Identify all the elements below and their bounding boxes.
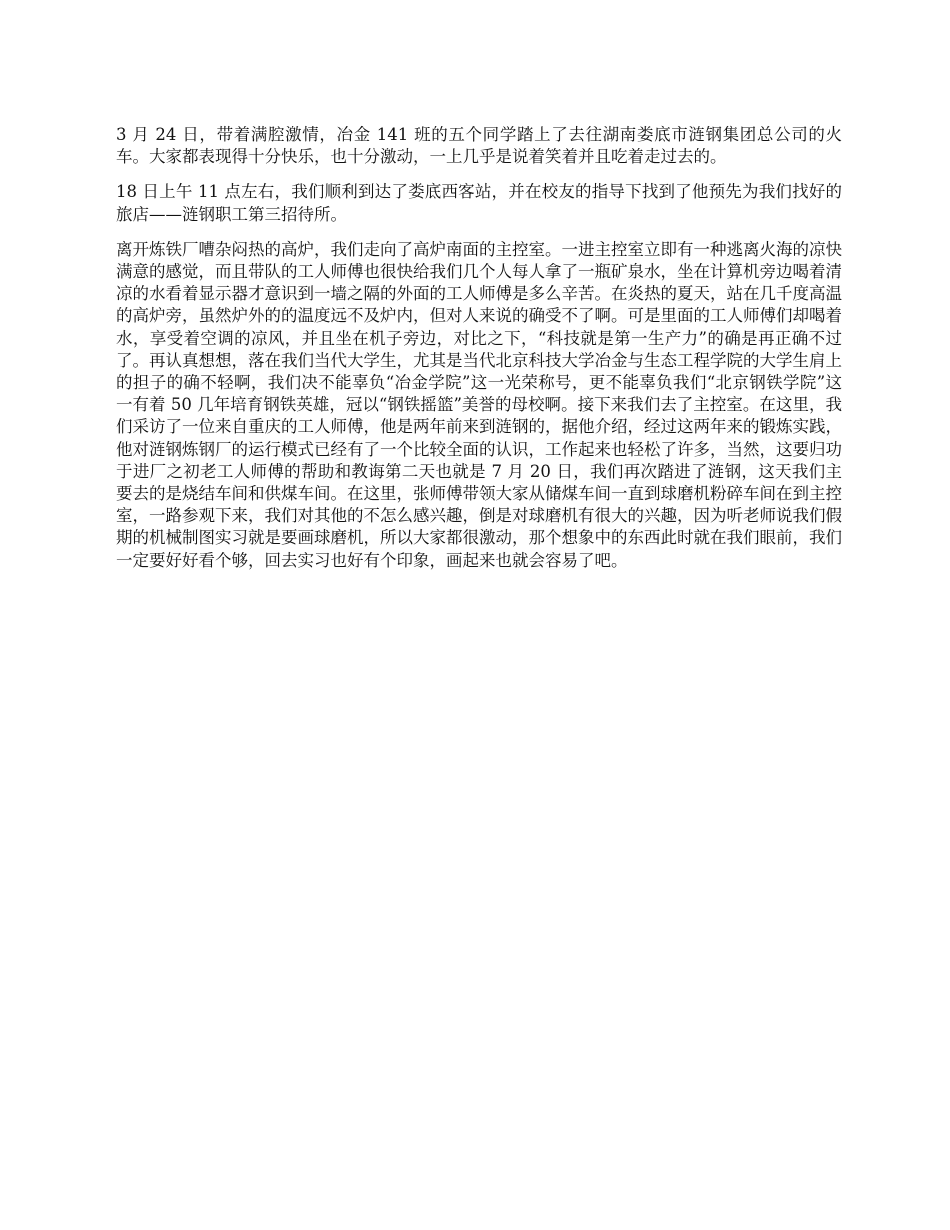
document-body [116, 124, 842, 585]
paragraph-2: 18 日上午 11 点左右，我们顺利到达了娄底西客站，并在校友的指导下找到了他预先为我们找好的旅店——涟钢职工第三招待所。 [116, 182, 842, 224]
paragraph-3: 离开炼铁厂嘈杂闷热的高炉，我们走向了高炉南面的主控室。一进主控室立即有一种逃离火海的凉快满意的感觉，而且带队的工人师傅也很快给我们几个人每人拿了一瓶矿泉水，坐在计算机旁边喝着清凉的水看着显示器才意识到一墙之隔的外面的工人师傅是多么辛苦。在炎热的夏天，站在几千度高温的高炉旁，虽然炉外的的温度远不及炉内，但对人来说的确受不了啊。可是里面的工人师傅们却喝着水，享受着空调的凉风，并且坐在机子旁边，对比之下，“科技就是第一生产力”的确是再正确不过了。再认真想想，落在我们当代大学生，尤其是当代北京科技大学冶金与生态工程学院的大学生肩上的担子的确不轻啊，我们决不能辜负“冶金学院”这一光荣称号，更不能辜负我们“北京钢铁学院”这一有着 50 几年培育钢铁英雄，冠以“钢铁摇篮”美誉的母校啊。接下来我们去了主控室。在这里，我们采访了一位来自重庆的工人师傅，他是两年前来到涟钢的，据他介绍，经过这两年来的锻炼实践，他对涟钢炼钢厂的运行模式已经有了一个比较全面的认识，工作起来也轻松了许多，当然，这要归功于进厂之初老工人师傅的帮助和教诲第二天也就是 7 月 20 日，我们再次踏进了涟钢，这天我们主要去的是烧结车间和供煤车间。在这里，张师傅带领大家从储煤车间一直到球磨机粉碎车间在到主控室，一路参观下来，我们对其他的不怎么感兴趣，倒是对球磨机有很大的兴趣，因为听老师说我们假期的机械制图实习就是要画球磨机，所以大家都很激动，那个想象中的东西此时就在我们眼前，我们一定要好好看个够，回去实习也好有个印象，画起来也就会容易了吧。 [116, 239, 842, 570]
paragraph-1: 3 月 24 日，带着满腔激情，冶金 141 班的五个同学踏上了去往湖南娄底市涟钢集团总公司的火车。大家都表现得十分快乐，也十分激动，一上几乎是说着笑着并且吃着走过去的。 [116, 125, 842, 167]
